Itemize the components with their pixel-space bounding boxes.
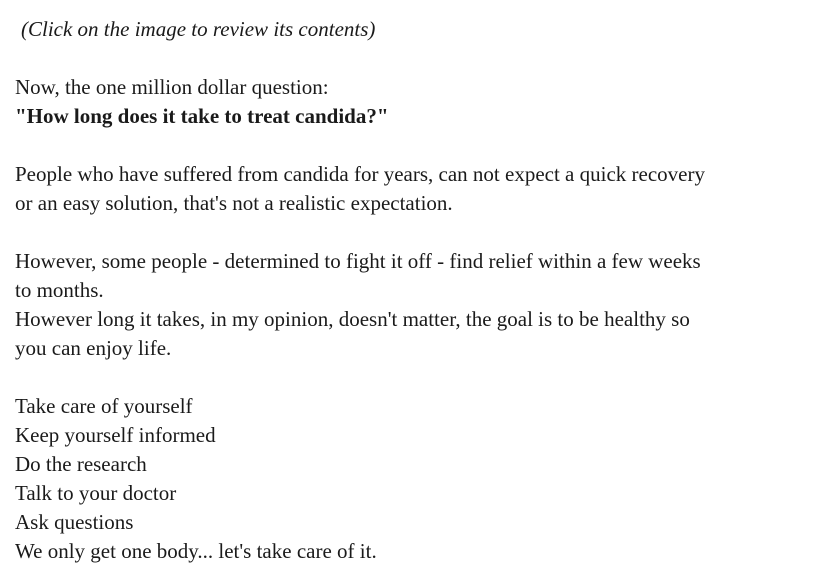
spacer [15, 363, 810, 392]
paragraph-line: However, some people - determined to fight it off - find relief within a few weeks [15, 249, 701, 273]
paragraph-line: to months. [15, 278, 104, 302]
question-heading: "How long does it take to treat candida?" [15, 104, 389, 128]
paragraph-line: However long it takes, in my opinion, doesn't matter, the goal is to be healthy so [15, 307, 690, 331]
advice-item: Do the research [15, 452, 147, 476]
image-caption: (Click on the image to review its contents) [21, 17, 376, 41]
intro-text: Now, the one million dollar question: [15, 75, 329, 99]
intro-paragraph [15, 73, 810, 131]
recovery-paragraph [15, 160, 810, 218]
advice-item: We only get one body... let's take care of it. [15, 539, 377, 563]
spacer [15, 44, 810, 73]
relief-paragraph [15, 247, 810, 363]
advice-list [15, 392, 810, 566]
advice-item: Take care of yourself [15, 394, 193, 418]
advice-item: Talk to your doctor [15, 481, 177, 505]
paragraph-line: People who have suffered from candida for years, can not expect a quick recovery [15, 162, 705, 186]
advice-item: Keep yourself informed [15, 423, 216, 447]
spacer [15, 131, 810, 160]
spacer [15, 218, 810, 247]
article-body [15, 15, 810, 566]
paragraph-line: you can enjoy life. [15, 336, 172, 360]
advice-item: Ask questions [15, 510, 134, 534]
paragraph-line: or an easy solution, that's not a realistic expectation. [15, 191, 453, 215]
